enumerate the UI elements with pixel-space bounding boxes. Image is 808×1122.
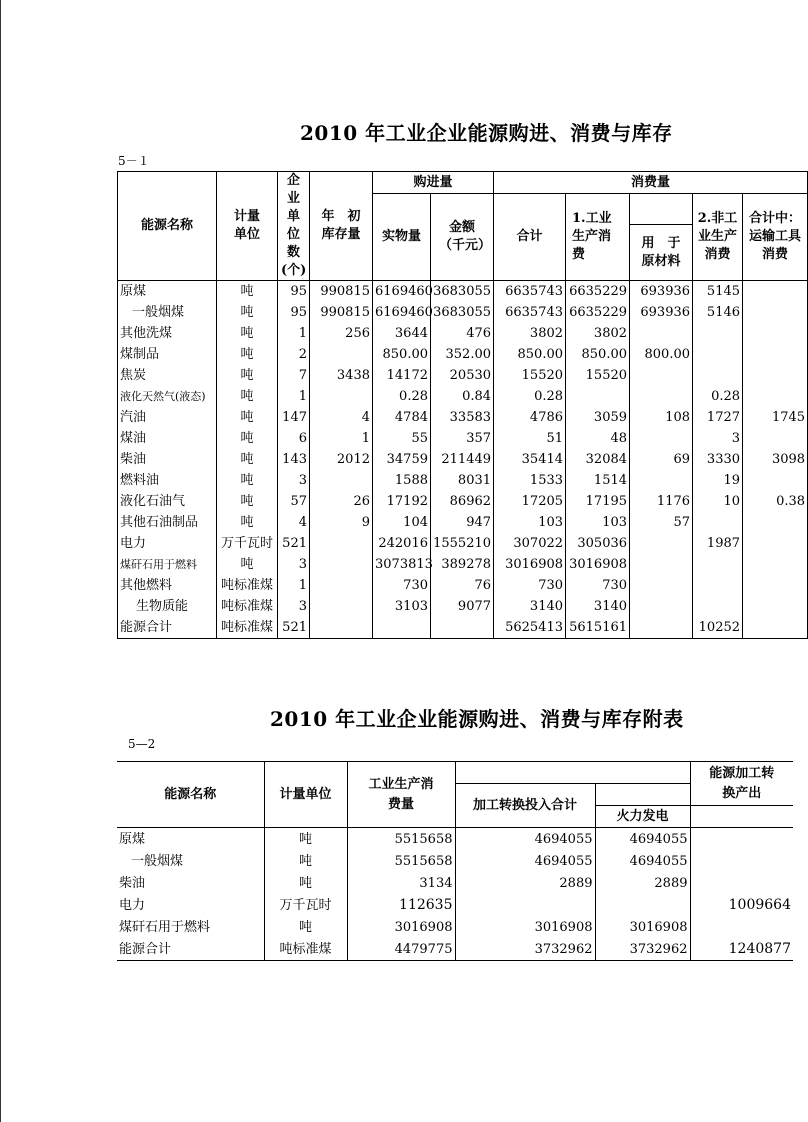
row-unit: 万千瓦时 [217,533,278,554]
page-left-edge [0,0,1,1122]
row-stock: 4 [310,407,373,428]
row-firms: 95 [278,281,310,303]
row-name: 生物质能 [118,596,217,617]
row-industrial: 3016908 [566,554,630,575]
row-amount: 389278 [431,554,494,575]
row-transport [743,365,808,386]
row-stock: 26 [310,491,373,512]
table-row [118,575,808,596]
row-thermal-power: 4694055 [595,850,690,872]
row-nonind: 5145 [693,281,743,303]
row-name: 煤油 [118,428,217,449]
table-row [118,512,808,533]
row-physical: 0.28 [373,386,431,407]
row-transport [743,428,808,449]
row-amount: 352.00 [431,344,494,365]
row-stock: 1 [310,428,373,449]
row-stock: 256 [310,323,373,344]
row-raw: 693936 [630,281,693,303]
row-name: 煤矸石用于燃料 [119,919,211,935]
table-row [118,281,808,303]
row-conversion-input: 4694055 [455,850,595,872]
row-raw [630,533,693,554]
row-firms: 521 [278,533,310,554]
row-amount: 76 [431,575,494,596]
t1-header-transport: 合计中：运输工具消费 [743,194,808,281]
row-amount: 0.84 [431,386,494,407]
table-row [117,828,793,851]
t2-header-thermal-power: 火力发电 [595,806,690,828]
row-transport [743,533,808,554]
table-row [118,344,808,365]
row-unit: 吨 [217,386,278,407]
row-firms: 4 [278,512,310,533]
t2-header-group-blank [455,762,690,784]
row-total: 1533 [494,470,566,491]
row-firms: 143 [278,449,310,470]
row-amount: 9077 [431,596,494,617]
row-name: 焦炭 [118,365,217,386]
row-firms: 1 [278,323,310,344]
t2-header-unit: 计量单位 [264,762,347,828]
row-raw [630,617,693,639]
table-row [118,428,808,449]
row-conversion-output: 1240877 [690,938,793,961]
t1-header-consumption: 消费量 [494,172,808,194]
table-row [117,850,793,872]
t2-header-output-blank [690,806,793,828]
row-amount: 211449 [431,449,494,470]
row-firms: 1 [278,386,310,407]
row-industrial: 6635229 [566,302,630,323]
row-name: 液化天然气(液态) [118,386,217,407]
row-stock: 990815 [310,302,373,323]
row-physical: 34759 [373,449,431,470]
row-firms: 1 [278,575,310,596]
row-total: 307022 [494,533,566,554]
row-industrial: 5615161 [566,617,630,639]
t2-header-industrial: 工业生产消费量 [347,762,455,828]
row-nonind: 5146 [693,302,743,323]
row-physical: 3073813 [373,554,431,575]
row-industrial: 17195 [566,491,630,512]
row-transport: 3098 [743,449,808,470]
row-nonind [693,596,743,617]
row-unit: 吨 [217,365,278,386]
row-total: 5625413 [494,617,566,639]
row-unit: 吨 [217,449,278,470]
row-industrial: 103 [566,512,630,533]
row-stock [310,533,373,554]
row-name: 电力 [119,897,146,913]
row-transport [743,554,808,575]
row-firms: 6 [278,428,310,449]
row-unit: 吨 [217,512,278,533]
table-row-total [117,938,793,961]
table-row [118,533,808,554]
row-name: 电力 [118,533,217,554]
row-amount: 1555210 [431,533,494,554]
row-raw [630,365,693,386]
row-industrial: 3016908 [347,916,455,938]
row-firms: 3 [278,596,310,617]
row-name: 煤制品 [118,344,217,365]
row-unit: 吨 [217,407,278,428]
row-raw [630,386,693,407]
row-raw [630,428,693,449]
t1-header-industrial: 1.工业生产消费 [566,194,630,281]
row-total: 6635743 [494,281,566,303]
row-industrial: 305036 [566,533,630,554]
table-row [118,449,808,470]
row-firms: 57 [278,491,310,512]
table2-code: 5—2 [128,737,156,751]
row-firms: 95 [278,302,310,323]
row-name: 一般烟煤 [131,853,184,869]
row-unit: 吨 [217,302,278,323]
row-conversion-output [690,850,793,872]
row-industrial: 112635 [347,894,455,916]
table2 [117,761,793,961]
row-stock [310,470,373,491]
row-transport [743,386,808,407]
row-nonind [693,365,743,386]
row-physical: 14172 [373,365,431,386]
t1-header-raw-material: 用 于原材料 [630,225,693,281]
row-amount: 20530 [431,365,494,386]
row-transport [743,344,808,365]
t1-header-blank [630,194,693,225]
row-physical: 242016 [373,533,431,554]
row-raw: 69 [630,449,693,470]
table-row [118,554,808,575]
row-conversion-input: 3016908 [455,916,595,938]
row-name: 能源合计 [117,938,264,961]
table-row [118,302,808,323]
row-physical: 850.00 [373,344,431,365]
row-unit: 吨 [264,828,347,851]
row-stock [310,554,373,575]
row-nonind: 1987 [693,533,743,554]
row-conversion-output [690,916,793,938]
row-thermal-power: 3016908 [595,916,690,938]
row-total: 3140 [494,596,566,617]
row-stock: 990815 [310,281,373,303]
row-name: 一般烟煤 [118,302,217,323]
row-firms: 3 [278,554,310,575]
row-nonind: 1727 [693,407,743,428]
row-nonind [693,344,743,365]
row-amount: 3683055 [431,302,494,323]
row-unit: 吨 [264,850,347,872]
row-nonind: 10 [693,491,743,512]
row-unit: 吨 [217,428,278,449]
row-raw [630,470,693,491]
row-name: 液化石油气 [118,491,217,512]
row-transport [743,470,808,491]
table-row-total [118,617,808,639]
row-stock: 2012 [310,449,373,470]
row-industrial: 850.00 [566,344,630,365]
row-amount [431,617,494,639]
row-total: 850.00 [494,344,566,365]
row-name: 柴油 [119,875,146,891]
row-nonind: 3330 [693,449,743,470]
t1-header-physical: 实物量 [373,194,431,281]
row-raw [630,323,693,344]
row-transport [743,302,808,323]
row-total: 51 [494,428,566,449]
row-physical: 4784 [373,407,431,428]
row-thermal-power: 3732962 [595,938,690,961]
row-nonind: 19 [693,470,743,491]
row-stock [310,386,373,407]
row-nonind: 0.28 [693,386,743,407]
row-total: 17205 [494,491,566,512]
t1-header-name: 能源名称 [118,172,217,281]
row-raw [630,575,693,596]
row-stock [310,617,373,639]
row-unit: 吨 [217,470,278,491]
row-total: 3016908 [494,554,566,575]
row-physical: 3103 [373,596,431,617]
row-raw: 57 [630,512,693,533]
row-name: 柴油 [118,449,217,470]
row-name: 原煤 [119,831,146,847]
row-thermal-power: 4694055 [595,828,690,851]
row-industrial: 4479775 [347,938,455,961]
row-conversion-input: 4694055 [455,828,595,851]
row-stock [310,344,373,365]
row-unit: 吨 [217,281,278,303]
row-industrial: 15520 [566,365,630,386]
row-name: 其他燃料 [118,575,217,596]
row-total: 730 [494,575,566,596]
table-row [118,491,808,512]
row-transport [743,617,808,639]
row-firms: 521 [278,617,310,639]
row-transport [743,596,808,617]
row-name: 能源合计 [118,617,217,639]
table-row [118,386,808,407]
row-nonind: 3 [693,428,743,449]
row-unit: 吨标准煤 [217,617,278,639]
row-transport [743,512,808,533]
row-raw [630,596,693,617]
row-name: 燃料油 [118,470,217,491]
row-amount: 8031 [431,470,494,491]
row-amount: 33583 [431,407,494,428]
row-total: 35414 [494,449,566,470]
row-transport: 1745 [743,407,808,428]
row-thermal-power: 2889 [595,872,690,894]
row-industrial: 5515658 [347,850,455,872]
table-row [117,894,793,916]
row-industrial: 3059 [566,407,630,428]
row-conversion-output [690,872,793,894]
row-industrial: 730 [566,575,630,596]
row-thermal-power [595,894,690,916]
t2-header-sub-blank [595,784,690,806]
row-physical: 1588 [373,470,431,491]
t1-header-unit: 计量单位 [217,172,278,281]
row-transport [743,575,808,596]
row-industrial: 48 [566,428,630,449]
row-amount: 3683055 [431,281,494,303]
row-transport [743,323,808,344]
row-industrial: 3134 [347,872,455,894]
row-name: 汽油 [118,407,217,428]
row-name: 其他洗煤 [118,323,217,344]
row-conversion-output [690,828,793,851]
row-nonind [693,575,743,596]
t1-header-amount: 金额（千元） [431,194,494,281]
row-unit: 吨标准煤 [264,938,347,961]
row-name: 原煤 [118,281,217,303]
row-transport [743,281,808,303]
row-stock: 9 [310,512,373,533]
row-firms: 2 [278,344,310,365]
row-nonind [693,554,743,575]
row-unit: 吨 [264,872,347,894]
row-name: 其他石油制品 [118,512,217,533]
row-raw [630,554,693,575]
row-conversion-input: 2889 [455,872,595,894]
row-unit: 吨 [264,916,347,938]
t1-header-initial-stock: 年 初库存量 [310,172,373,281]
row-unit: 吨 [217,491,278,512]
row-nonind [693,323,743,344]
row-total: 3802 [494,323,566,344]
t1-header-nonindustrial: 2.非工业生产消费 [693,194,743,281]
row-stock [310,596,373,617]
row-industrial: 3140 [566,596,630,617]
row-industrial [566,386,630,407]
table2-title: 2010 年工业企业能源购进、消费与库存附表 [270,707,684,731]
row-physical [373,617,431,639]
row-nonind [693,512,743,533]
row-unit: 吨 [217,344,278,365]
row-amount: 476 [431,323,494,344]
row-physical: 3644 [373,323,431,344]
row-firms: 7 [278,365,310,386]
t2-header-name: 能源名称 [117,762,264,828]
row-total: 6635743 [494,302,566,323]
row-name: 煤矸石用于燃料 [118,554,217,575]
t2-header-conversion-output: 能源加工转换产出 [690,762,793,806]
row-firms: 147 [278,407,310,428]
row-physical: 6169460 [373,281,431,303]
row-raw: 1176 [630,491,693,512]
row-industrial: 3802 [566,323,630,344]
table1 [117,171,808,639]
row-total: 4786 [494,407,566,428]
row-nonind: 10252 [693,617,743,639]
row-physical: 730 [373,575,431,596]
row-physical: 6169460 [373,302,431,323]
row-firms: 3 [278,470,310,491]
table-row [118,365,808,386]
row-industrial: 1514 [566,470,630,491]
table1-code: 5－１ [118,154,150,168]
row-raw: 800.00 [630,344,693,365]
row-amount: 86962 [431,491,494,512]
row-stock: 3438 [310,365,373,386]
row-unit: 吨 [217,323,278,344]
row-unit: 吨标准煤 [217,575,278,596]
row-conversion-input [455,894,595,916]
table1-title: 2010 年工业企业能源购进、消费与库存 [300,121,673,145]
table-row [118,407,808,428]
row-physical: 55 [373,428,431,449]
t1-header-total: 合计 [494,194,566,281]
t2-header-conversion-input: 加工转换投入合计 [455,784,595,828]
row-amount: 947 [431,512,494,533]
row-unit: 吨 [217,554,278,575]
row-raw: 693936 [630,302,693,323]
row-conversion-output: 1009664 [690,894,793,916]
row-industrial: 32084 [566,449,630,470]
row-raw: 108 [630,407,693,428]
row-amount: 357 [431,428,494,449]
row-industrial: 5515658 [347,828,455,851]
row-physical: 104 [373,512,431,533]
row-unit: 万千瓦时 [264,894,347,916]
row-unit: 吨标准煤 [217,596,278,617]
row-conversion-input: 3732962 [455,938,595,961]
table-row [118,596,808,617]
row-industrial: 6635229 [566,281,630,303]
row-physical: 17192 [373,491,431,512]
table-row [118,470,808,491]
row-total: 0.28 [494,386,566,407]
row-total: 15520 [494,365,566,386]
t1-header-purchase: 购进量 [373,172,494,194]
row-total: 103 [494,512,566,533]
row-transport: 0.38 [743,491,808,512]
table-row [117,916,793,938]
row-stock [310,575,373,596]
table-row [118,323,808,344]
t1-header-firms: 企业单位数(个) [278,172,310,281]
table-row [117,872,793,894]
